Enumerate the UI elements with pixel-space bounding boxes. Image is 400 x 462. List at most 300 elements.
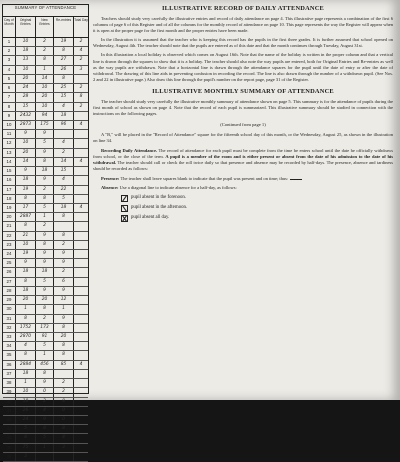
attendance-cell: 5 bbox=[36, 204, 54, 212]
day-number-cell: 29 bbox=[3, 296, 16, 304]
attendance-cell: 18 bbox=[16, 176, 36, 184]
table-row bbox=[3, 139, 88, 148]
attendance-cell: 8 bbox=[36, 158, 54, 166]
table-row bbox=[3, 213, 88, 222]
attendance-cell: 2 bbox=[54, 268, 74, 276]
attendance-cell: 8 bbox=[16, 434, 36, 442]
attendance-cell bbox=[74, 434, 88, 442]
table-row bbox=[3, 324, 88, 333]
attendance-cell bbox=[74, 222, 88, 230]
attendance-cell: 17 bbox=[16, 204, 36, 212]
day-number-cell: 28 bbox=[3, 287, 16, 295]
attendance-cell: 9 bbox=[16, 259, 36, 267]
attendance-cell: 8 bbox=[36, 305, 54, 313]
attendance-cell: 5 bbox=[36, 139, 54, 147]
day-number-cell: 11 bbox=[3, 130, 16, 138]
attendance-cell: 175 bbox=[36, 121, 54, 129]
summary-title: ILLUSTRATIVE MONTHLY SUMMARY OF ATTENDANCE bbox=[152, 87, 334, 95]
day-number-cell: 20 bbox=[3, 213, 16, 221]
day-number-cell: 9 bbox=[3, 112, 16, 120]
table-row bbox=[3, 158, 88, 167]
day-number-cell: 5 bbox=[3, 75, 16, 83]
attendance-cell bbox=[74, 250, 88, 258]
attendance-cell: 9 bbox=[36, 287, 54, 295]
attendance-cell bbox=[74, 167, 88, 175]
attendance-cell: 8 bbox=[16, 315, 36, 323]
attendance-cell bbox=[74, 351, 88, 359]
attendance-cell bbox=[74, 213, 88, 221]
attendance-cell: 1 bbox=[54, 305, 74, 313]
table-row bbox=[3, 444, 88, 453]
table-row bbox=[3, 167, 88, 176]
table-row bbox=[3, 149, 88, 158]
attendance-cell: 18 bbox=[16, 398, 36, 406]
table-row bbox=[3, 130, 88, 139]
absence-lead: Absence: bbox=[101, 184, 119, 190]
attendance-cell: 9 bbox=[36, 259, 54, 267]
attendance-cell: 14 bbox=[54, 158, 74, 166]
table-row bbox=[3, 278, 88, 287]
table-row bbox=[3, 241, 88, 250]
attendance-cell: 4 bbox=[79, 204, 83, 210]
column-header: New Entries bbox=[36, 17, 54, 37]
attendance-cell: 94 bbox=[36, 112, 54, 120]
attendance-cell: 4 bbox=[79, 48, 83, 54]
table-row bbox=[3, 232, 88, 241]
day-number-cell: 3 bbox=[3, 56, 16, 64]
attendance-cell bbox=[74, 149, 88, 157]
attendance-cell: 0 bbox=[54, 416, 74, 424]
table-row bbox=[3, 305, 88, 314]
day-number-cell: 13 bbox=[3, 149, 16, 157]
absence-paragraph bbox=[93, 185, 393, 191]
attendance-cell bbox=[74, 186, 88, 194]
attendance-cell: 2884 bbox=[16, 361, 36, 369]
attendance-cell: 15 bbox=[16, 103, 36, 111]
attendance-cell: 8 bbox=[36, 195, 54, 203]
table-row bbox=[3, 434, 88, 443]
table-row bbox=[3, 379, 88, 388]
summary-paragraph: The teacher should study very carefully the illustrative monthly summary of attendance shown on page 5. This summary is for the attendance of pupils during the first month of school as shown on page 4. Note that the record of each pupil is summarized. This illustrative summary should be studied in connection with the instructions on the following pages. bbox=[93, 98, 393, 117]
table-row bbox=[3, 407, 88, 416]
attendance-cell: 4 bbox=[54, 139, 74, 147]
attendance-cell: 75 bbox=[16, 444, 36, 452]
attendance-cell bbox=[74, 342, 88, 350]
table-row bbox=[3, 425, 88, 434]
attendance-cell: 10 bbox=[36, 103, 54, 111]
attendance-cell: 8 bbox=[54, 213, 74, 221]
table-row bbox=[3, 38, 88, 47]
attendance-cell: 5 bbox=[54, 195, 74, 203]
attendance-cell: 8 bbox=[54, 47, 74, 55]
attendance-cell: 2 bbox=[36, 47, 54, 55]
day-number-cell: 7 bbox=[3, 93, 16, 101]
attendance-cell bbox=[74, 287, 88, 295]
day-number-cell: 31 bbox=[3, 315, 16, 323]
attendance-cell: 15 bbox=[54, 167, 74, 175]
day-number-cell: 8 bbox=[3, 103, 16, 111]
attendance-cell: 8 bbox=[16, 278, 36, 286]
attendance-cell: 10 bbox=[16, 241, 36, 249]
attendance-cell: 20 bbox=[16, 296, 36, 304]
attendance-cell: 25 bbox=[54, 84, 74, 92]
attendance-cell: 4 bbox=[54, 176, 74, 184]
absence-forenoon-row bbox=[121, 194, 393, 202]
attendance-cell: 4 bbox=[54, 103, 74, 111]
attendance-cell: 2870 bbox=[16, 333, 36, 341]
attendance-cell: 22 bbox=[54, 186, 74, 194]
attendance-cell: 2 bbox=[79, 85, 83, 91]
table-header bbox=[3, 17, 88, 38]
day-number-cell: 39 bbox=[3, 388, 16, 396]
attendance-cell: 2 bbox=[36, 398, 54, 406]
attendance-cell: 20 bbox=[54, 333, 74, 341]
attendance-cell bbox=[74, 315, 88, 323]
attendance-cell: 10 bbox=[16, 388, 36, 396]
attendance-cell: 1 bbox=[36, 351, 54, 359]
attendance-cell: 1 bbox=[36, 444, 54, 452]
attendance-cell bbox=[74, 370, 88, 378]
column-header: Day of Month bbox=[3, 17, 16, 37]
day-number-cell: 37 bbox=[3, 370, 16, 378]
attendance-cell: 4 bbox=[36, 407, 54, 415]
attendance-cell: 5 bbox=[16, 425, 36, 433]
table-row bbox=[3, 370, 88, 379]
table-row bbox=[3, 66, 88, 75]
day-number-cell: 21 bbox=[3, 222, 16, 230]
attendance-cell bbox=[74, 278, 88, 286]
attendance-cell: 4 bbox=[79, 158, 83, 164]
record-title: ILLUSTRATIVE RECORD OF DAILY ATTENDANCE bbox=[161, 5, 325, 12]
table-row bbox=[3, 453, 88, 462]
day-number-cell: 26 bbox=[3, 268, 16, 276]
attendance-cell: 20 bbox=[16, 75, 36, 83]
day-number-cell: 15 bbox=[3, 167, 16, 175]
table-row bbox=[3, 204, 88, 213]
attendance-cell: 4 bbox=[79, 361, 83, 367]
attendance-cell: 24 bbox=[16, 416, 36, 424]
day-number-cell: 44 bbox=[3, 434, 16, 442]
attendance-cell: 3 bbox=[54, 444, 74, 452]
recording-lead: Recording Daily Attendance. bbox=[101, 147, 158, 153]
attendance-cell bbox=[74, 232, 88, 240]
day-number-cell: 1 bbox=[3, 38, 16, 46]
day-number-cell: 27 bbox=[3, 278, 16, 286]
attendance-cell: 4 bbox=[54, 434, 74, 442]
day-number-cell: 6 bbox=[3, 84, 16, 92]
attendance-cell: 18 bbox=[36, 268, 54, 276]
attendance-cell: 18 bbox=[54, 204, 74, 212]
attendance-cell: 27 bbox=[54, 56, 74, 64]
attendance-cell: 9 bbox=[54, 287, 74, 295]
attendance-cell: 20 bbox=[36, 93, 54, 101]
attendance-cell: 1 bbox=[16, 305, 36, 313]
attendance-cell: 2 bbox=[54, 149, 74, 157]
table-row bbox=[3, 333, 88, 342]
table-row bbox=[3, 103, 88, 112]
attendance-cell bbox=[74, 195, 88, 203]
recording-tail: The teacher should call or check the roll twice daily so that presence and absence may be recorded by half-days. The presence, absence and tardiness should be recorded as follows: bbox=[93, 159, 393, 171]
attendance-summary-table bbox=[2, 4, 89, 459]
attendance-cell: 1752 bbox=[16, 324, 36, 332]
attendance-cell: 18 bbox=[36, 167, 54, 175]
record-paragraph: In this illustration a local holiday is observed which comes on August 16th. Note that the name of the holiday is written in the proper column and that a vertical line is drawn through the squares to show that it is a holiday. The teacher should also note the way pupils are entered, both for Original Entries and Re-entries as well as the way pupils are withdrawn. Note that a horizontal line is drawn through the attendance squares for the pupil until the date of entry or after the date of withdrawal. The drawing of this line aids in preventing confusion in recording the record. The line is also drawn through the number of a withdrawn pupil. (See Nos. 2 and 22 in illustrative page.) Also draw this line through the pupil's number on the report page, page 31 of the Register. bbox=[93, 52, 393, 82]
attendance-cell bbox=[74, 75, 88, 83]
table-row bbox=[3, 296, 88, 305]
table-row bbox=[3, 388, 88, 397]
attendance-cell bbox=[54, 453, 74, 461]
table-row bbox=[3, 56, 88, 65]
attendance-cell: 2 bbox=[54, 241, 74, 249]
table-row bbox=[3, 268, 88, 277]
attendance-cell: 173 bbox=[36, 324, 54, 332]
attendance-cell: 9 bbox=[36, 130, 54, 138]
table-row bbox=[3, 361, 88, 370]
attendance-cell: 28 bbox=[16, 93, 36, 101]
attendance-cell: 0 bbox=[36, 388, 54, 396]
attendance-cell: 2 bbox=[36, 186, 54, 194]
table-row bbox=[3, 176, 88, 185]
table-row bbox=[3, 315, 88, 324]
attendance-cell: 8 bbox=[54, 425, 74, 433]
attendance-cell: 10 bbox=[16, 66, 36, 74]
column-header: Re-entries bbox=[54, 17, 74, 37]
attendance-cell: 2873 bbox=[16, 121, 36, 129]
day-number-cell: 18 bbox=[3, 195, 16, 203]
day-number-cell: 42 bbox=[3, 416, 16, 424]
cross-mark-icon bbox=[121, 215, 128, 222]
column-header: Total Day bbox=[74, 18, 88, 22]
absence-afternoon-label: pupil absent in the afternoon. bbox=[131, 205, 188, 211]
attendance-cell: 8 bbox=[16, 222, 36, 230]
day-number-cell: 32 bbox=[3, 324, 16, 332]
attendance-cell: 8 bbox=[36, 241, 54, 249]
attendance-cell: 5 bbox=[36, 278, 54, 286]
attendance-cell: 8 bbox=[36, 370, 54, 378]
day-number-cell: 40 bbox=[3, 398, 16, 406]
diagonal-mark-icon bbox=[121, 205, 128, 212]
attendance-cell: 9 bbox=[54, 315, 74, 323]
day-number-cell: 14 bbox=[3, 158, 16, 166]
attendance-cell: 24 bbox=[16, 84, 36, 92]
attendance-cell: 3 bbox=[79, 66, 83, 72]
absence-forenoon-label: pupil absent in the forenoon. bbox=[131, 195, 187, 201]
presence-text: The teacher shall leave squares blank to indicate that the pupil was present and on time; thus: bbox=[119, 175, 289, 181]
day-number-cell: 2 bbox=[3, 47, 16, 55]
attendance-cell bbox=[74, 379, 88, 387]
attendance-cell: 9 bbox=[36, 416, 54, 424]
attendance-cell: 8 bbox=[54, 342, 74, 350]
attendance-cell: 10 bbox=[36, 84, 54, 92]
attendance-cell: 8 bbox=[36, 56, 54, 64]
table-row bbox=[3, 222, 88, 231]
attendance-cell: 9 bbox=[36, 379, 54, 387]
attendance-cell bbox=[74, 333, 88, 341]
attendance-cell: 2 bbox=[54, 388, 74, 396]
attendance-cell: 8 bbox=[16, 195, 36, 203]
attendance-cell: 9 bbox=[36, 176, 54, 184]
attendance-cell bbox=[74, 425, 88, 433]
blank-square-icon bbox=[290, 175, 302, 180]
attendance-cell: 2 bbox=[36, 315, 54, 323]
attendance-cell: 13 bbox=[16, 56, 36, 64]
attendance-cell: 9 bbox=[36, 250, 54, 258]
table-row bbox=[3, 186, 88, 195]
table-title: SUMMARY OF ATTENDANCE bbox=[3, 5, 88, 17]
attendance-cell: 0 bbox=[54, 407, 74, 415]
table-row bbox=[3, 259, 88, 268]
attendance-cell: 2 bbox=[36, 38, 54, 46]
day-number-cell: 10 bbox=[3, 121, 16, 129]
day-number-cell: 33 bbox=[3, 333, 16, 341]
attendance-cell: 26 bbox=[16, 407, 36, 415]
attendance-cell: 9 bbox=[36, 149, 54, 157]
day-number-cell: 19 bbox=[3, 204, 16, 212]
day-number-cell: 23 bbox=[3, 241, 16, 249]
attendance-cell: 8 bbox=[16, 351, 36, 359]
attendance-cell: 1 bbox=[36, 213, 54, 221]
day-number-cell: 24 bbox=[3, 250, 16, 258]
attendance-cell: 2 bbox=[79, 103, 83, 109]
table-row bbox=[3, 121, 88, 130]
attendance-cell: 19 bbox=[16, 250, 36, 258]
attendance-cell: 18 bbox=[16, 47, 36, 55]
attendance-cell: 10 bbox=[16, 139, 36, 147]
attendance-cell bbox=[54, 130, 74, 138]
attendance-cell bbox=[36, 453, 54, 461]
table-row bbox=[3, 112, 88, 121]
attendance-cell: 8 bbox=[54, 232, 74, 240]
table-row bbox=[3, 398, 88, 407]
attendance-cell: 8 bbox=[79, 94, 83, 100]
attendance-cell: 456 bbox=[36, 361, 54, 369]
attendance-cell: 18 bbox=[16, 287, 36, 295]
table-row bbox=[3, 47, 88, 56]
day-number-cell: 12 bbox=[3, 139, 16, 147]
attendance-cell: 18 bbox=[54, 112, 74, 120]
record-paragraph: Teachers should study very carefully the illustrative entries and record of daily attendance on page 4. This illustrative page represents a combination of the first 6 columns of page 6 of this Register and of all the columns for the monthly record of attendance on page 10. This page represents the way the Register will appear when it is open at the proper page for the first month and the proper entries have been made. bbox=[93, 16, 393, 34]
attendance-cell: 8 bbox=[54, 351, 74, 359]
attendance-cell bbox=[74, 453, 88, 461]
day-number-cell: 25 bbox=[3, 259, 16, 267]
day-number-cell: 46 bbox=[3, 453, 16, 461]
attendance-cell: 4 bbox=[16, 342, 36, 350]
attendance-cell bbox=[74, 416, 88, 424]
attendance-cell: 2887 bbox=[16, 213, 36, 221]
table-row bbox=[3, 416, 88, 425]
attendance-cell bbox=[74, 296, 88, 304]
table-row bbox=[3, 75, 88, 84]
attendance-cell: 8 bbox=[54, 75, 74, 83]
day-number-cell: 22 bbox=[3, 232, 16, 240]
day-number-cell: 34 bbox=[3, 342, 16, 350]
attendance-cell: 20 bbox=[36, 296, 54, 304]
attendance-cell bbox=[74, 259, 88, 267]
attendance-cell bbox=[74, 324, 88, 332]
table-row bbox=[3, 287, 88, 296]
day-number-cell: 43 bbox=[3, 425, 16, 433]
attendance-cell: 2 bbox=[36, 222, 54, 230]
table-row bbox=[3, 250, 88, 259]
table-row bbox=[3, 93, 88, 102]
diagonal-mark-icon bbox=[121, 195, 128, 202]
attendance-cell: 5 bbox=[36, 342, 54, 350]
attendance-cell: 9 bbox=[36, 232, 54, 240]
column-header: Original Entries bbox=[16, 17, 36, 37]
attendance-cell: 4 bbox=[79, 121, 83, 127]
attendance-cell: 8 bbox=[36, 425, 54, 433]
attendance-cell bbox=[74, 305, 88, 313]
attendance-cell: 9 bbox=[54, 259, 74, 267]
attendance-cell: 2 bbox=[79, 57, 83, 63]
attendance-cell: 12 bbox=[54, 296, 74, 304]
absence-afternoon-row bbox=[121, 204, 393, 212]
attendance-cell bbox=[74, 268, 88, 276]
absence-text: Use a diagonal line to indicate absence for a half-day, as follows: bbox=[118, 184, 237, 190]
presence-lead: Presence: bbox=[101, 175, 120, 181]
attendance-cell: 96 bbox=[54, 121, 74, 129]
attendance-cell: 2 bbox=[54, 379, 74, 387]
attendance-cell bbox=[74, 139, 88, 147]
attendance-cell: 1 bbox=[36, 66, 54, 74]
day-number-cell: 41 bbox=[3, 407, 16, 415]
attendance-cell bbox=[54, 370, 74, 378]
table-row bbox=[3, 195, 88, 204]
attendance-cell bbox=[74, 241, 88, 249]
day-number-cell: 17 bbox=[3, 186, 16, 194]
continued-paragraph: A "B," will be placed in the "Record of Attendance" square for the fifteenth school day of this month, or the Wednesday, August 25, as shown in the illustration on line 34. bbox=[93, 132, 393, 144]
attendance-cell: 8 bbox=[54, 398, 74, 406]
attendance-cell bbox=[54, 222, 74, 230]
attendance-cell: 85 bbox=[54, 361, 74, 369]
recording-bold: A pupil is a member of the room and is either present or absent from the date of his admission to the date of his withdrawal. bbox=[93, 153, 393, 165]
attendance-cell: 2432 bbox=[16, 112, 36, 120]
attendance-cell: 18 bbox=[16, 268, 36, 276]
attendance-cell bbox=[74, 176, 88, 184]
attendance-cell: 18 bbox=[16, 370, 36, 378]
attendance-cell bbox=[74, 407, 88, 415]
attendance-cell: 21 bbox=[16, 232, 36, 240]
table-row bbox=[3, 342, 88, 351]
recording-text: The record of attendance for each pupil must be complete from the time he enters school until the date he officially withdraws from school, or the close of the term. bbox=[93, 147, 393, 159]
day-number-cell: 30 bbox=[3, 305, 16, 313]
attendance-cell: 3 bbox=[16, 453, 36, 461]
attendance-cell bbox=[74, 388, 88, 396]
day-number-cell: 36 bbox=[3, 361, 16, 369]
attendance-cell bbox=[74, 398, 88, 406]
attendance-cell bbox=[74, 130, 88, 138]
attendance-cell: 1 bbox=[16, 379, 36, 387]
attendance-cell bbox=[74, 444, 88, 452]
attendance-cell: 14 bbox=[36, 75, 54, 83]
presence-paragraph bbox=[93, 175, 393, 182]
day-number-cell: 35 bbox=[3, 351, 16, 359]
absence-all-day-label: pupil absent all day. bbox=[131, 215, 170, 221]
attendance-cell: 19 bbox=[54, 38, 74, 46]
table-body bbox=[3, 38, 88, 462]
attendance-cell: 26 bbox=[54, 66, 74, 74]
instructions-column bbox=[93, 4, 393, 222]
attendance-cell: 6 bbox=[54, 278, 74, 286]
day-number-cell: 45 bbox=[3, 444, 16, 452]
attendance-cell: 8 bbox=[54, 324, 74, 332]
attendance-cell: 10 bbox=[16, 38, 36, 46]
attendance-cell: 19 bbox=[16, 186, 36, 194]
attendance-cell: 9 bbox=[16, 167, 36, 175]
day-number-cell: 38 bbox=[3, 379, 16, 387]
attendance-cell: 9 bbox=[54, 250, 74, 258]
attendance-cell: 5 bbox=[36, 434, 54, 442]
